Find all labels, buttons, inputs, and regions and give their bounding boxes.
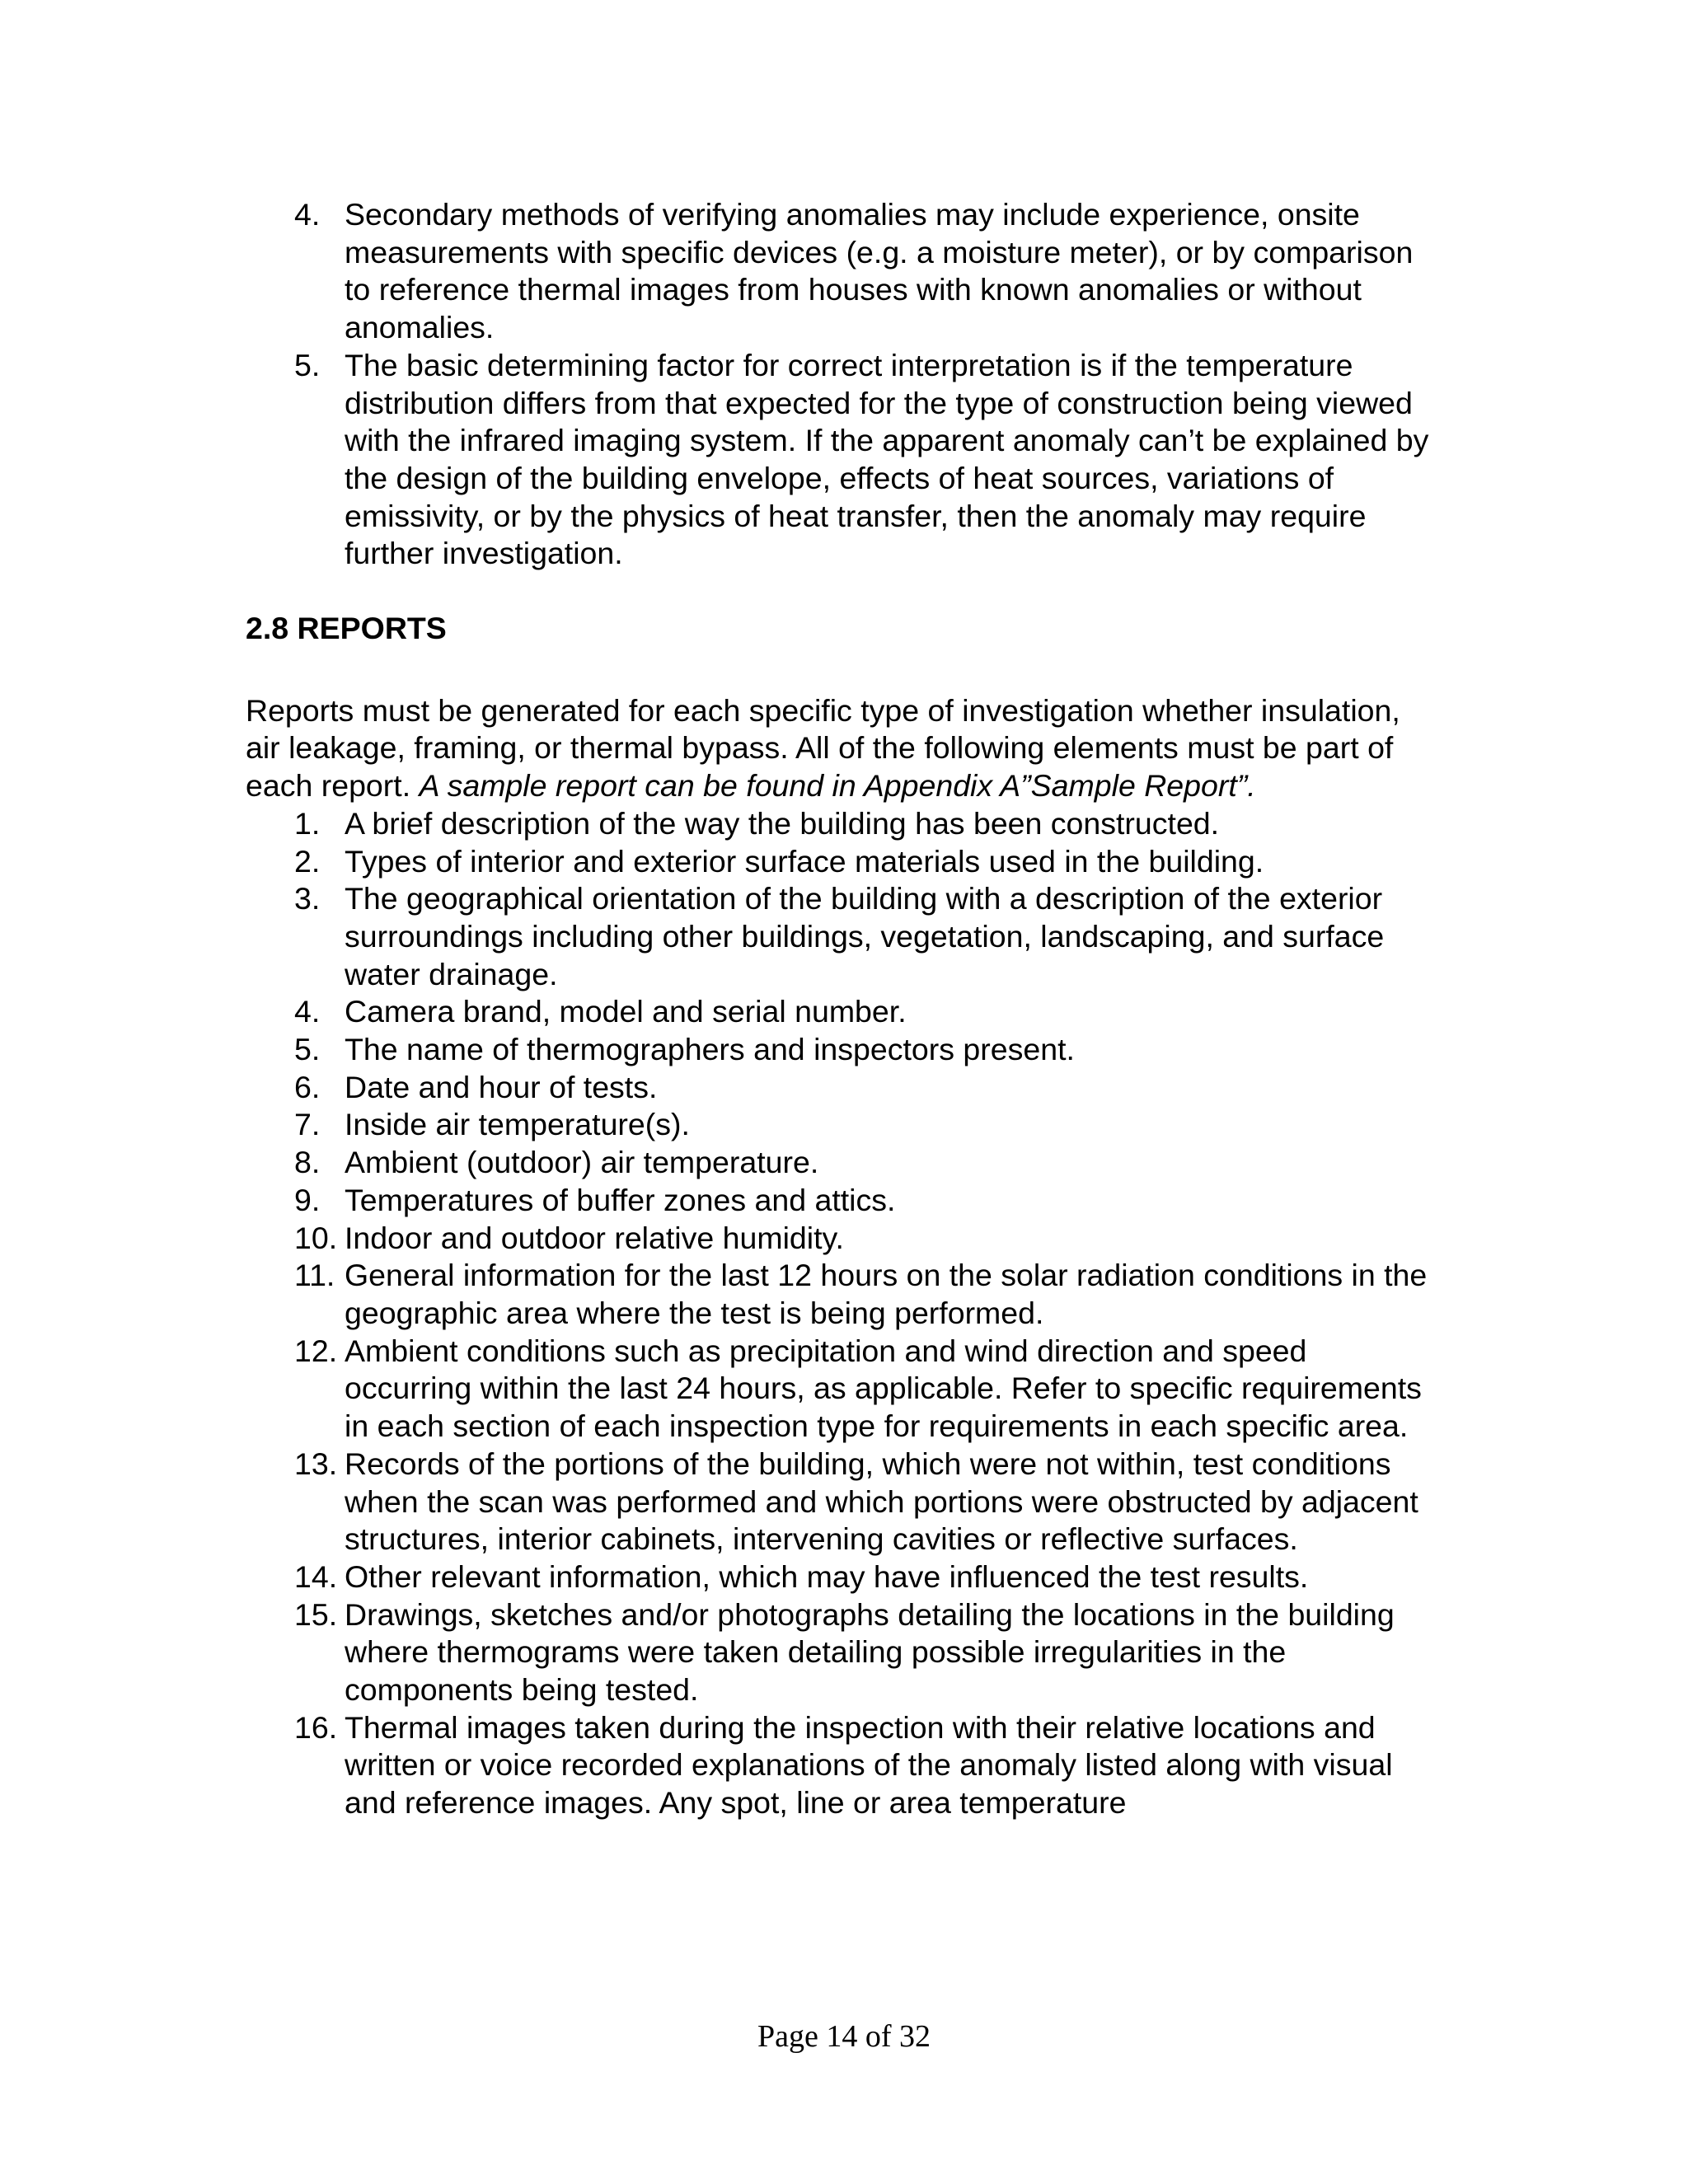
- list-item: [246, 1558, 1442, 1596]
- list-item-text: General information for the last 12 hours on the solar radiation conditions in the geographic area where the test is being performed.: [345, 1258, 1428, 1330]
- page-footer: Page 14 of 32: [757, 2019, 931, 2054]
- list-item: [246, 1106, 1442, 1144]
- list-item: [246, 843, 1442, 881]
- list-item: [246, 1182, 1442, 1220]
- list-item-number: 14.: [294, 1558, 338, 1594]
- report-list: [246, 805, 1442, 1822]
- list-item-number: 15.: [294, 1596, 338, 1632]
- top-list: [246, 196, 1442, 573]
- list-item-number: 5.: [294, 1032, 321, 1067]
- list-item: [246, 1031, 1442, 1069]
- list-item: [246, 1596, 1442, 1709]
- list-item-number: 5.: [294, 347, 321, 382]
- list-item-text: Records of the portions of the building, which were not within, test conditions when the scan was performed and which portions were obstructed by adjacent structures, interior cabinets, intervening cavities or reflective surfaces.: [345, 1446, 1418, 1557]
- list-item-number: 1.: [294, 805, 321, 841]
- page-content: [246, 196, 1442, 1822]
- list-item-text: Camera brand, model and serial number.: [345, 994, 907, 1029]
- list-item-text: Ambient (outdoor) air temperature.: [345, 1145, 819, 1180]
- list-item-text: Types of interior and exterior surface materials used in the building.: [345, 843, 1264, 879]
- list-item-text: Inside air temperature(s).: [345, 1107, 690, 1142]
- list-item-number: 2.: [294, 843, 321, 879]
- list-item-number: 13.: [294, 1446, 338, 1481]
- list-item: [246, 1709, 1442, 1822]
- list-item-text: Temperatures of buffer zones and attics.: [345, 1182, 896, 1217]
- list-item-text: Other relevant information, which may have influenced the test results.: [345, 1558, 1309, 1594]
- list-item: [246, 993, 1442, 1031]
- intro-italic-text: A sample report can be found in Appendix A”Sample Report”.: [419, 768, 1256, 804]
- list-item-text: Ambient conditions such as precipitation and wind direction and speed occurring within the last 24 hours, as applicable. Refer to specific requirements in each section of each inspection type for requirements in each specific area.: [345, 1333, 1422, 1444]
- list-item-text: Thermal images taken during the inspection with their relative locations and written or voice recorded explanations of the anomaly listed along with visual and reference images. Any spot, line or area temperature: [345, 1709, 1393, 1821]
- list-item: [246, 1333, 1442, 1446]
- list-item-number: 9.: [294, 1182, 321, 1217]
- list-item-text: Drawings, sketches and/or photographs detailing the locations in the building where thermograms were taken detailing possible irregularities in the components being tested.: [345, 1596, 1395, 1708]
- list-item: [246, 347, 1442, 573]
- list-item-number: 3.: [294, 881, 321, 916]
- list-item-number: 4.: [294, 197, 321, 232]
- list-item: [246, 1220, 1442, 1258]
- list-item-text: A brief description of the way the building has been constructed.: [345, 805, 1220, 841]
- list-item-text: The geographical orientation of the building with a description of the exterior surroundings including other buildings, vegetation, landscaping, and surface water drainage.: [345, 881, 1385, 991]
- list-item: [246, 1446, 1442, 1558]
- list-item-text: The basic determining factor for correct interpretation is if the temperature distribution differs from that expected for the type of construction being viewed with the infrared imaging system. If the apparent anomaly can’t be explained by the design of the building envelope, effects of heat sources, variations of emissivity, or by the physics of heat transfer, then the anomaly may require further investigation.: [345, 347, 1429, 571]
- list-item-number: 16.: [294, 1709, 338, 1745]
- list-item: [246, 880, 1442, 993]
- list-item-number: 8.: [294, 1145, 321, 1180]
- list-item-number: 11.: [294, 1258, 335, 1293]
- list-item-number: 7.: [294, 1107, 321, 1142]
- list-item: [246, 196, 1442, 347]
- list-item-text: Date and hour of tests.: [345, 1069, 658, 1104]
- list-item-text: Indoor and outdoor relative humidity.: [345, 1220, 844, 1255]
- list-item: [246, 805, 1442, 843]
- list-item: [246, 1069, 1442, 1107]
- list-item: [246, 1257, 1442, 1332]
- list-item: [246, 1144, 1442, 1182]
- intro-text: Reports must be generated for each specific type of investigation whether insulation, air leakage, framing, or thermal bypass. All of the following elements must be part of each report.: [246, 692, 1400, 804]
- list-item-number: 6.: [294, 1069, 321, 1104]
- list-item-number: 10.: [294, 1220, 338, 1255]
- list-item-number: 4.: [294, 994, 321, 1029]
- list-item-text: The name of thermographers and inspectors present.: [345, 1032, 1075, 1067]
- section-intro: [246, 692, 1442, 805]
- section-heading: 2.8 REPORTS: [246, 611, 447, 646]
- list-item-text: Secondary methods of verifying anomalies may include experience, onsite measurements with specific devices (e.g. a moisture meter), or by comparison to reference thermal images from houses with known anomalies or without anomalies.: [345, 197, 1414, 345]
- list-item-number: 12.: [294, 1333, 338, 1368]
